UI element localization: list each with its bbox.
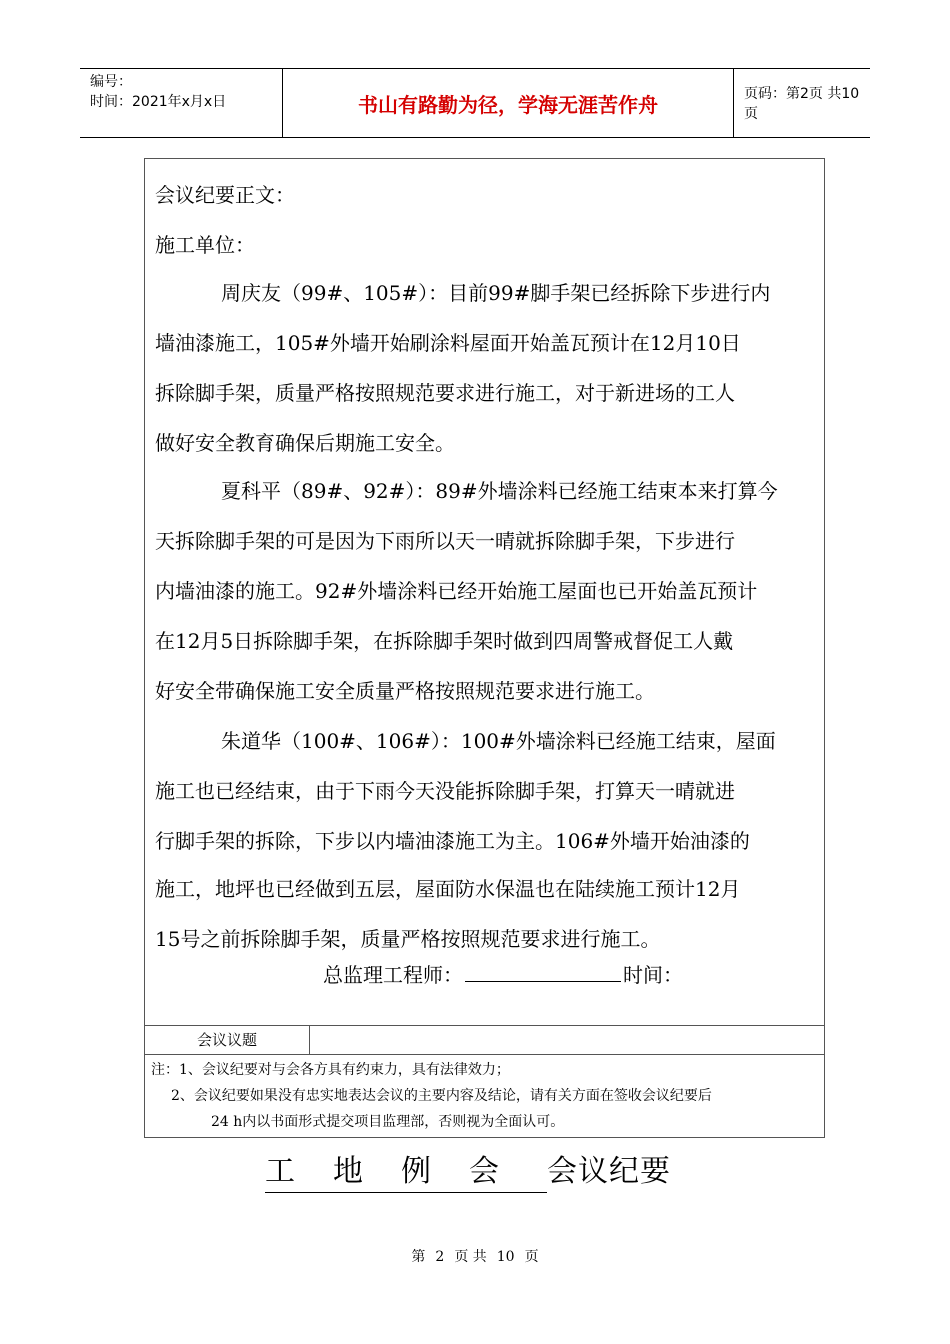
body-line: 施工也已经结束，由于下雨今天没能拆除脚手架，打算天一晴就进: [155, 779, 735, 803]
body-line: 内墙油漆的施工。92#外墙涂料已经开始施工屋面也已开始盖瓦预计: [155, 579, 758, 603]
signature-label: 总监理工程师：: [323, 963, 463, 987]
topic-row: [145, 1025, 824, 1055]
number-label: 编号：: [90, 74, 132, 90]
page-header: [80, 68, 870, 138]
title-rest: 会议纪要: [547, 1154, 671, 1189]
note-line: 注：1、会议纪要对与会各方具有约束力，具有法律效力；: [151, 1062, 510, 1078]
signature-blank: [465, 963, 621, 982]
footer-prefix: 第: [411, 1249, 426, 1265]
body-line: 天拆除脚手架的可是因为下雨所以天一晴就拆除脚手架，下步进行: [155, 529, 735, 553]
body-heading: 会议纪要正文：: [155, 183, 295, 207]
body-line: 好安全带确保施工安全质量严格按照规范要求进行施工。: [155, 679, 655, 703]
title-char: 工: [265, 1154, 296, 1189]
title-char: 地: [333, 1154, 364, 1189]
header-page-info: 页码：第2页 共10页: [744, 86, 860, 122]
body-line: 周庆友（99#、105#）：目前99#脚手架已经拆除下步进行内: [221, 281, 771, 305]
body-line: 夏科平（89#、92#）：89#外墙涂料已经施工结束本来打算今: [221, 479, 778, 503]
minutes-table: [144, 158, 825, 1138]
unit-label: 施工单位：: [155, 233, 255, 257]
title-char: 会: [469, 1154, 500, 1189]
body-line: 15号之前拆除脚手架，质量严格按照规范要求进行施工。: [155, 927, 661, 951]
notes-section: [151, 1057, 821, 1135]
body-line: 做好安全教育确保后期施工安全。: [155, 431, 455, 455]
title-char: 例: [401, 1154, 432, 1189]
body-line: 施工，地坪也已经做到五层，屋面防水保温也在陆续施工预计12月: [155, 877, 741, 901]
body-line: 行脚手架的拆除，下步以内墙油漆施工为主。106#外墙开始油漆的: [155, 829, 750, 853]
title-underlined: [265, 1146, 547, 1193]
body-line: 朱道华（100#、106#）：100#外墙涂料已经施工结束，屋面: [221, 729, 776, 753]
footer-suffix: 页: [524, 1249, 539, 1265]
note-line: 24 h内以书面形式提交项目监理部，否则视为全面认可。: [211, 1114, 565, 1130]
note-line: 2、会议纪要如果没有忠实地表达会议的主要内容及结论，请有关方面在签收会议纪要后: [171, 1088, 712, 1104]
header-meta: [80, 69, 282, 137]
header-motto: 书山有路勤为径，学海无涯苦作舟: [282, 69, 734, 137]
signature-line: [323, 961, 683, 989]
body-line: 墙油漆施工，105#外墙开始刷涂料屋面开始盖瓦预计在12月10日: [155, 331, 741, 355]
footer-page: 2: [435, 1249, 445, 1265]
document-title: [265, 1146, 671, 1193]
topic-label: 会议议题: [145, 1026, 310, 1054]
footer-total: 10: [496, 1249, 515, 1265]
page-footer: [0, 1246, 950, 1266]
footer-mid: 页 共: [454, 1249, 487, 1265]
body-line: 在12月5日拆除脚手架，在拆除脚手架时做到四周警戒督促工人戴: [155, 629, 734, 653]
date-label: 时间：2021年x月x日: [90, 94, 227, 110]
body-line: 拆除脚手架，质量严格按照规范要求进行施工，对于新进场的工人: [155, 381, 735, 405]
time-label: 时间：: [623, 963, 683, 987]
